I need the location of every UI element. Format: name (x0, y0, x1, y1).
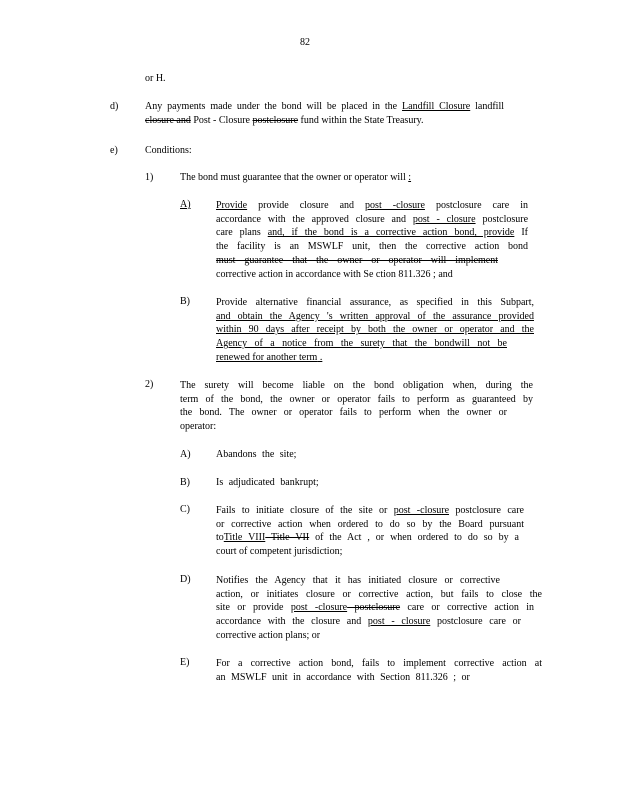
condition-2-paragraph: The surety will become liable on the bond obligation when, during the term of the bond, the owner or operator fails to perform as guaranteed by the bond. The owner or operator fails to perform when the owner or operator: (180, 380, 533, 433)
condition-2b-label: B) (180, 477, 190, 488)
condition-2b-text: Is adjudicated bankrupt; (216, 477, 319, 488)
condition-1-label: 1) (145, 172, 154, 183)
condition-2-label: 2) (145, 379, 154, 390)
item-e-label: e) (110, 145, 118, 156)
page-number: 82 (300, 37, 310, 48)
condition-2d-paragraph: Notifies the Agency that it has initiated closure or corrective action, or initiates closure or corrective action, but fails to close the site or provide post -closure postclosure care or corrective action in accordance with the closure and post - closure postclosure care or corrective action plans; or (216, 575, 542, 641)
condition-2e-paragraph: For a corrective action bond, fails to implement corrective action at an MSWLF unit in accordance with Section 811.326 ; or (216, 658, 542, 683)
condition-2a-label: A) (180, 449, 191, 460)
item-e-title: Conditions: (145, 145, 192, 156)
condition-2c-paragraph: Fails to initiate closure of the site or post -closure postclosure care or corrective action when ordered to do so by the Board pursuant toTitle VIII Title VII of the Act , or when ordered to do so by a court of competent jurisdiction; (216, 505, 524, 558)
condition-2e-label: E) (180, 657, 190, 668)
condition-2c-label: C) (180, 504, 190, 515)
condition-2d-label: D) (180, 574, 191, 585)
condition-2a-text: Abandons the site; (216, 449, 297, 460)
item-d-paragraph: Any payments made under the bond will be placed in the Landfill Closure landfill closure and Post - Closure postclosure fund within the State Treasury. (145, 101, 505, 126)
condition-1a-paragraph: Provide provide closure and post -closure postclosure care in accordance with the approved closure and post - closure postclosure care plans and, if the bond is a corrective action bond, provide If the facility is an MSWLF unit, then the corrective action bond must guarantee that the owner or operator will implement corrective action in accordance with Se ction 811.326 ; and (216, 200, 529, 280)
condition-1a-label: A) (180, 199, 191, 210)
condition-1b-label: B) (180, 296, 190, 307)
continuation-text: or H. (145, 73, 166, 84)
item-d-label: d) (110, 101, 119, 112)
condition-1b-paragraph: Provide alternative financial assurance, as specified in this Subpart, and obtain the Agency 's written approval of the assurance provided within 90 days after receipt by both the owner or operator and the Agency of a notice from the surety that the bondwill not be renewed for another term . (216, 297, 534, 363)
condition-1-text: The bond must guarantee that the owner or operator will : (180, 172, 412, 183)
